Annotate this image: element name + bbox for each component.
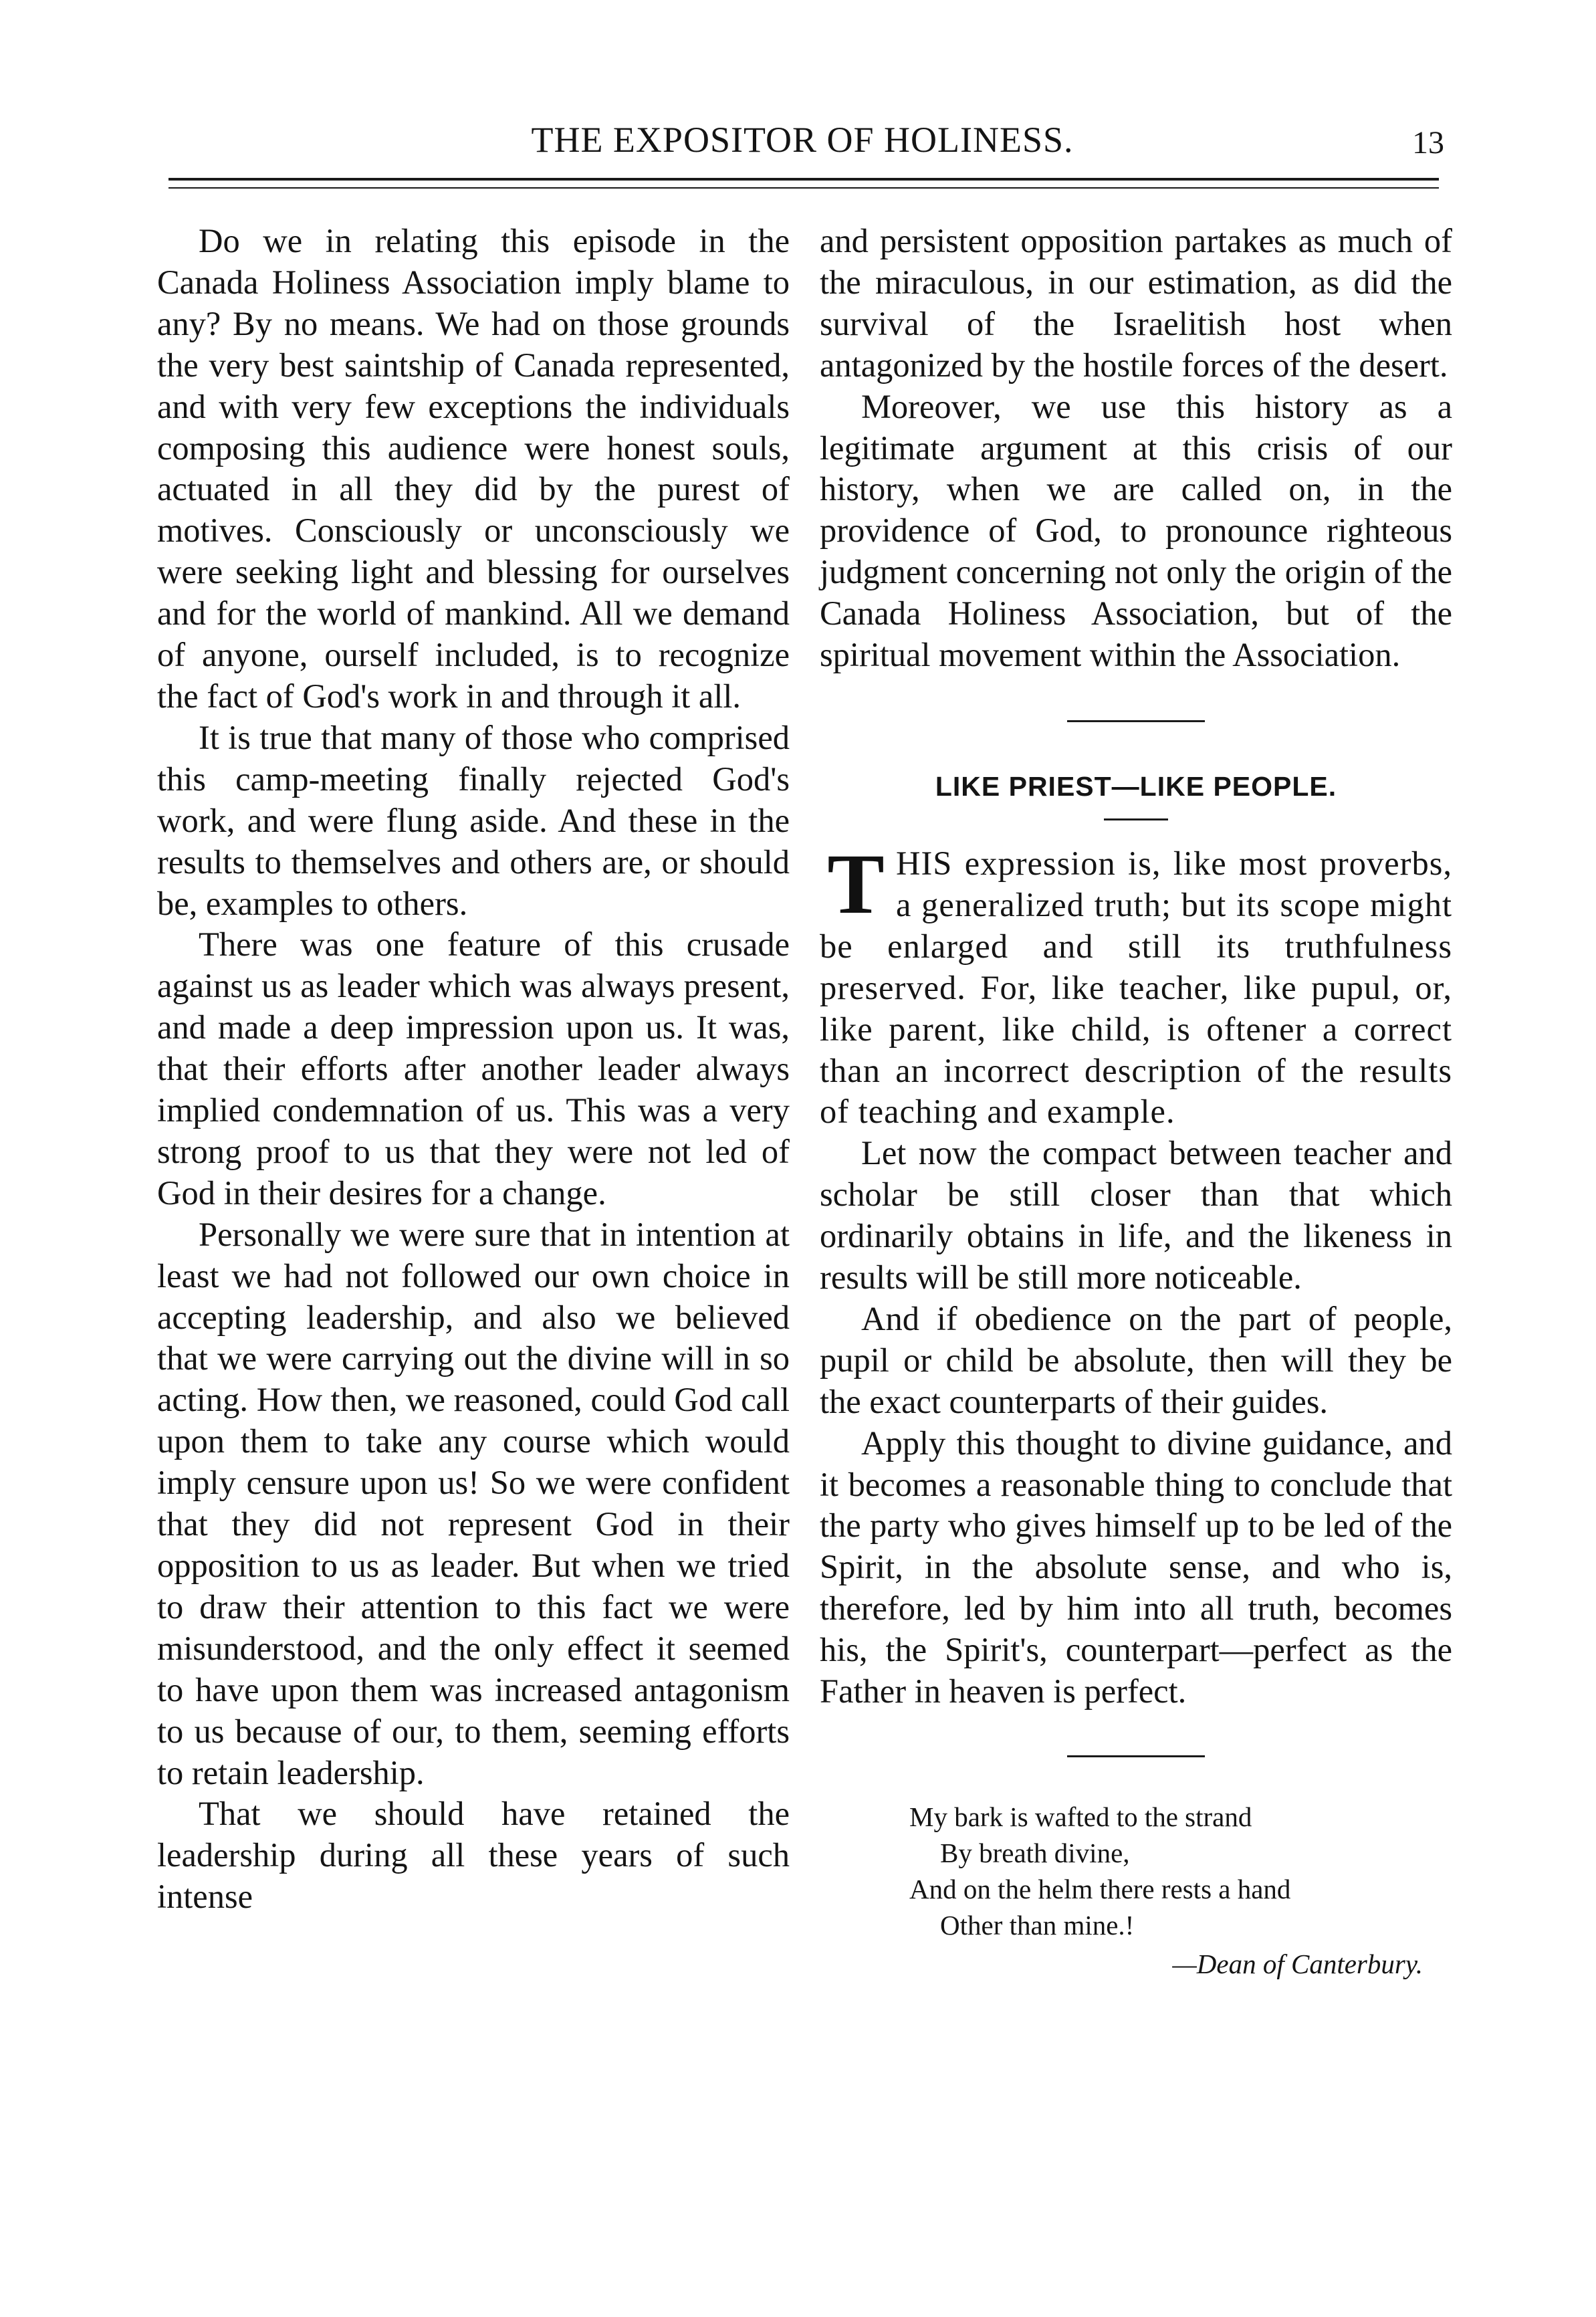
- paragraph: And if obedience on the part of people, pupil or child be absolute, then will they be the exact counterparts of their guides.: [820, 1299, 1452, 1420]
- poem-line: My bark is wafted to the strand: [909, 1801, 1252, 1832]
- first-paragraph-text: HIS expression is, like most proverbs, a generalized truth; but its scope might be enlarged and still its truthfulness preserved. For, like teacher, like pupul, or, like parent, like child, is oftener a correct than an incorrect description of the results of teaching and example.: [820, 844, 1452, 1131]
- article-heading: LIKE PRIEST—LIKE PEOPLE.: [935, 770, 1337, 802]
- paragraph: There was one feature of this crusade against us as leader which was always present, and made a deep impression upon us. It was, that their efforts after another leader always implied condemnation of us. This was a very strong proof to us that they were not led of God in their desires for a change.: [157, 925, 790, 1212]
- section-divider: [1067, 1755, 1205, 1757]
- paragraph: and persistent opposition partakes as much of the miraculous, in our estimation, as did the survival of the Israelitish host when antagonized by the hostile forces of the desert.: [820, 222, 1452, 384]
- paragraph: Personally we were sure that in intention at least we had not followed our own choice in accepting leadership, and also we believed that we were carrying out the divine will in so acting. How then, we reasoned, could God call upon them to take any course which would imply censure upon us! So we were confident that they did not represent God in their opposition to us as leader. But when we tried to draw their attention to this fact we were misunderstood, and the only effect it seemed to have upon them was increased antagonism to us because of our, to them, seeming efforts to retain leadership.: [157, 1215, 790, 1791]
- poem-line: By breath divine,: [940, 1838, 1130, 1868]
- section-divider: [1067, 720, 1205, 722]
- paragraph: Let now the compact between teacher and scholar be still closer than that which ordinarily obtains in life, and the likeness in results will be still more noticeable.: [820, 1134, 1452, 1297]
- paragraph: Moreover, we use this history as a legitimate argument at this crisis of our history, when we are called on, in the providence of God, to pronounce righteous judgment concerning not only the origin of the Canada Holiness Association, but of the spiritual movement within the Association.: [820, 387, 1452, 674]
- header-rule-thin: [168, 187, 1439, 189]
- heading-underline: [1104, 818, 1168, 820]
- article-first-paragraph: [820, 836, 1452, 1133]
- header-rule-thick: [168, 178, 1439, 181]
- drop-cap: T: [827, 836, 885, 931]
- page-number: 13: [1412, 125, 1444, 160]
- paragraph: That we should have retained the leadership during all these years of such intense: [157, 1795, 790, 1916]
- poem-attribution: —Dean of Canterbury.: [1172, 1949, 1423, 1979]
- poem-line: Other than mine.!: [940, 1910, 1135, 1941]
- paragraph: Do we in relating this episode in the Canada Holiness Association imply blame to any? By no means. We had on those grounds the very best saintship of Canada represented, and with very few exceptions the individuals composing this audience were honest souls, actuated in all they did by the purest of motives. Consciously or unconsciously we were seeking light and blessing for ourselves and for the world of mankind. All we demand of anyone, ourself included, is to recognize the fact of God's work in and through it all.: [157, 222, 790, 715]
- paragraph: Apply this thought to divine guidance, and it becomes a reasonable thing to conclude that the party who gives himself up to be led of the Spirit, in the absolute sense, and who is, therefore, led by him into all truth, becomes his, the Spirit's, counterpart—perfect as the Father in heaven is perfect.: [820, 1424, 1452, 1711]
- poem-line: And on the helm there rests a hand: [909, 1874, 1291, 1904]
- page-header: [160, 119, 1444, 173]
- right-column: [820, 221, 1452, 1982]
- paragraph: It is true that many of those who comprised this camp-meeting finally rejected God's work, and were flung aside. And these in the results to themselves and others are, or should be, examples to others.: [157, 718, 790, 922]
- running-title: THE EXPOSITOR OF HOLINESS.: [531, 120, 1074, 160]
- left-column: [157, 221, 790, 1918]
- poem: [820, 1799, 1452, 1982]
